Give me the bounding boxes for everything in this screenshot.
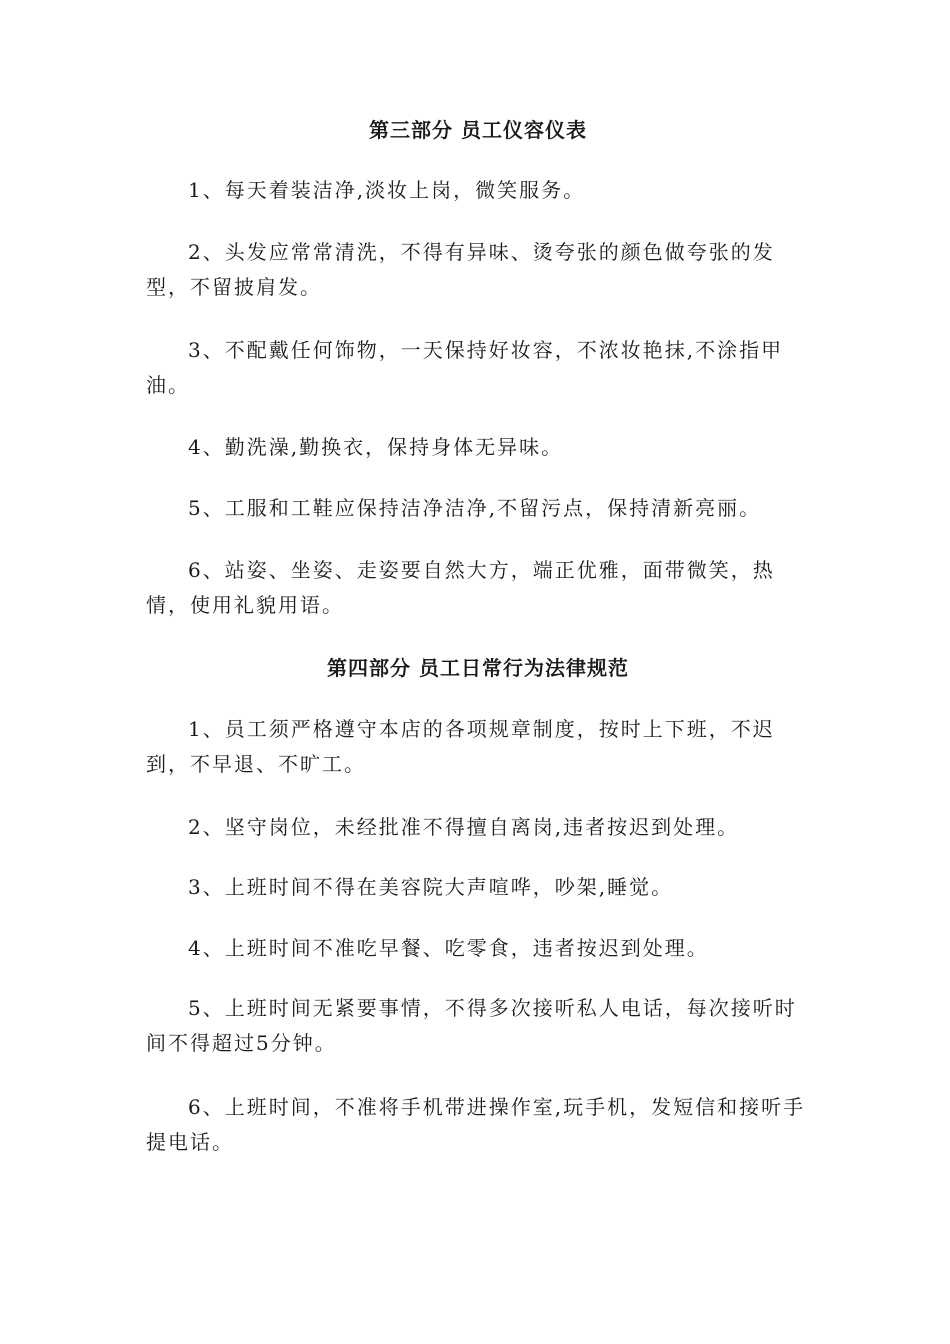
list-item: 1、每天着装洁净,淡妆上岗，微笑服务。: [188, 178, 586, 202]
list-item: 6、上班时间，不准将手机带进操作室,玩手机，发短信和接听手提电话。: [146, 1095, 806, 1154]
list-item: 5、工服和工鞋应保持洁净洁净,不留污点，保持清新亮丽。: [188, 496, 762, 520]
list-item: 2、坚守岗位，未经批准不得擅自离岗,违者按迟到处理。: [188, 815, 740, 839]
list-item: 5、上班时间无紧要事情，不得多次接听私人电话，每次接听时间不得超过5分钟。: [146, 996, 797, 1055]
list-item: 4、上班时间不准吃早餐、吃零食，违者按迟到处理。: [188, 936, 709, 960]
list-item: 1、员工须严格遵守本店的各项规章制度，按时上下班，不迟到，不早退、不旷工。: [146, 717, 775, 776]
list-item: 4、勤洗澡,勤换衣，保持身体无异味。: [188, 435, 564, 459]
section-title: 第四部分 员工日常行为法律规范: [327, 656, 629, 680]
list-item: 2、头发应常常清洗，不得有异味、烫夸张的颜色做夸张的发型，不留披肩发。: [146, 240, 775, 299]
list-item: 3、不配戴任何饰物，一天保持好妆容，不浓妆艳抹,不涂指甲油。: [146, 338, 784, 397]
list-item: 3、上班时间不得在美容院大声喧哗，吵架,睡觉。: [188, 875, 674, 899]
section-title: 第三部分 员工仪容仪表: [369, 118, 587, 142]
list-item: 6、站姿、坐姿、走姿要自然大方，端正优雅，面带微笑，热情，使用礼貌用语。: [146, 558, 775, 617]
